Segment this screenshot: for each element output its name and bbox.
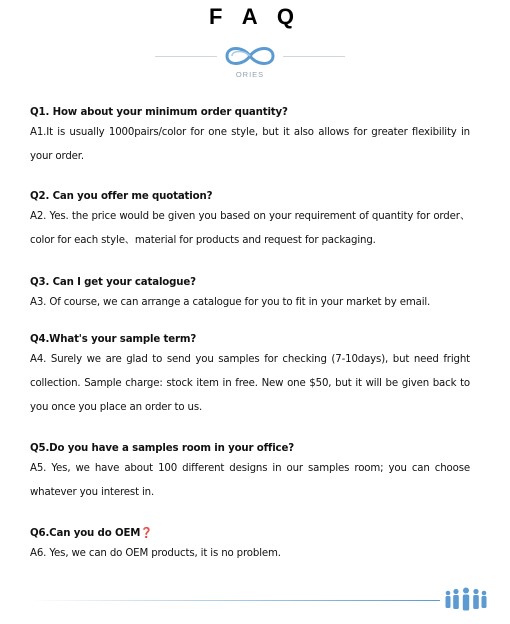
faq-answer: A1.It is usually 1000pairs/color for one style, but it also allows for greater flexibility in your order.: [30, 127, 470, 162]
faq-answer: A4. Surely we are glad to send you samples for checking (7-10days), but need fright collection. Sample charge: stock item in free. New one $50, but it will be given back to you once you place an order to us.: [30, 354, 470, 413]
faq-question: Q5.Do you have a samples room in your office?: [30, 443, 294, 454]
footer-divider: [30, 600, 440, 601]
faq-question: Q6.Can you do OEM❓: [30, 528, 153, 539]
logo-text: ORIES: [235, 70, 265, 79]
faq-answer: A2. Yes. the price would be given you based on your requirement of quantity for order、color for each style、material for products and request for packaging.: [30, 211, 470, 246]
header-divider-right: [283, 56, 345, 57]
faq-answer: A5. Yes, we have about 100 different designs in our samples room; you can choose whatever you interest in.: [30, 463, 470, 498]
faq-item-4: [30, 332, 470, 420]
faq-item-6: [30, 526, 470, 566]
faq-item-5: [30, 441, 470, 505]
people-group-icon: [444, 587, 488, 613]
faq-answer: A3. Of course, we can arrange a catalogue for you to fit in your market by email.: [30, 297, 431, 308]
infinity-logo-icon: [221, 42, 279, 70]
faq-question: Q4.What's your sample term?: [30, 334, 197, 345]
faq-question: Q1. How about your minimum order quantity?: [30, 107, 288, 118]
header-divider-left: [155, 56, 217, 57]
faq-item-3: [30, 275, 470, 315]
faq-question: Q2. Can you offer me quotation?: [30, 191, 213, 202]
faq-answer: A6. Yes, we can do OEM products, it is no problem.: [30, 548, 281, 559]
brand-logo: [221, 42, 279, 82]
faq-item-1: [30, 105, 470, 169]
faq-item-2: [30, 189, 470, 253]
page-title: F A Q: [208, 4, 302, 29]
faq-question: Q3. Can I get your catalogue?: [30, 277, 196, 288]
